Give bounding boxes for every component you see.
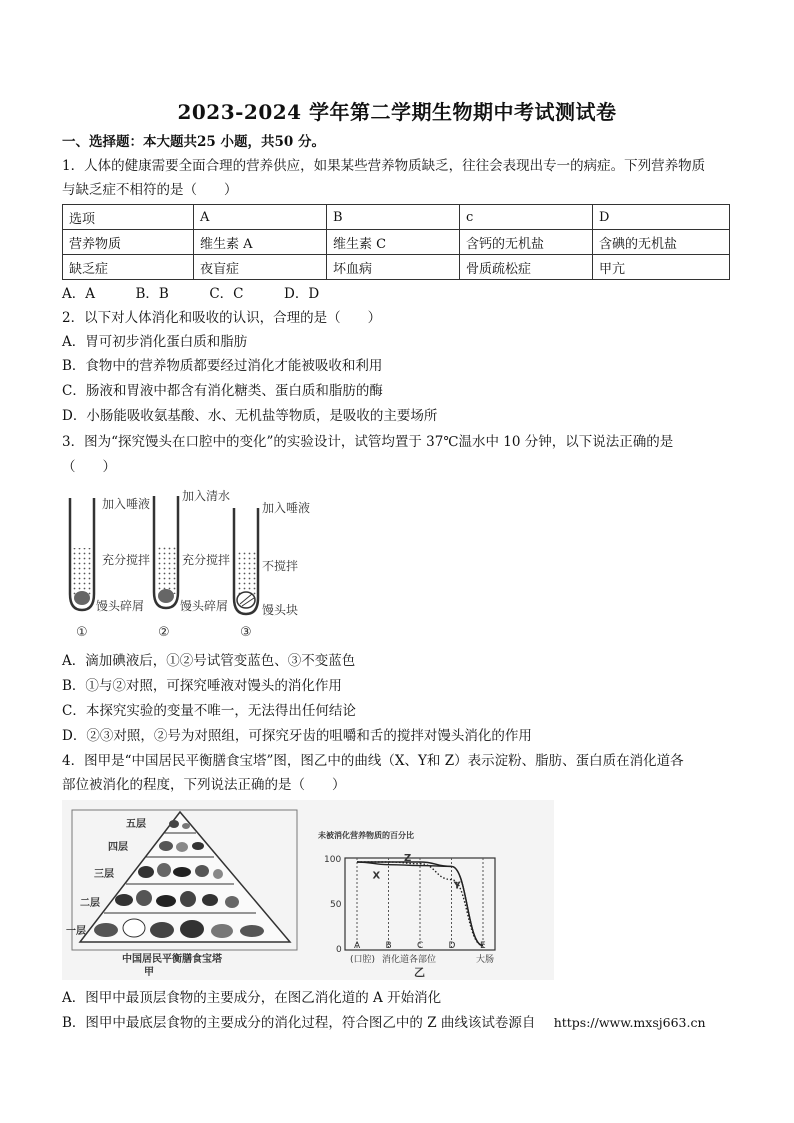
q4-option-a: A．图甲中最顶层食物的主要成分，在图乙消化道的 A 开始消化 xyxy=(62,990,442,1006)
table-cell: B xyxy=(327,205,460,230)
tube2-number: ② xyxy=(158,625,170,640)
y-tick-label: 0 xyxy=(336,945,342,955)
x-tick-label: C xyxy=(417,941,424,951)
table-cell: 缺乏症 xyxy=(63,255,194,280)
pyramid-caption: 中国居民平衡膳食宝塔 xyxy=(122,954,222,965)
q3-option-d: D．②③对照，②号为对照组，可探究牙齿的咀嚼和舌的搅拌对馒头消化的作用 xyxy=(62,728,532,744)
y-tick-label: 50 xyxy=(330,900,342,910)
table-cell: 含钙的无机盐 xyxy=(460,230,593,255)
x-sub-label: (口腔) xyxy=(350,955,376,965)
tube2-mid-label: 充分搅拌 xyxy=(182,553,231,567)
graph-figure-label: 乙 xyxy=(414,966,425,979)
tube2-bottom-label: 馒头碎屑 xyxy=(180,599,229,613)
test-tube-3 xyxy=(234,508,258,614)
table-cell: 坏血病 xyxy=(327,255,460,280)
table-cell: 含碘的无机盐 xyxy=(593,230,730,255)
q4-option-b-line xyxy=(62,1013,734,1033)
source-url[interactable]: https://www.mxsj663.cn xyxy=(553,1015,706,1030)
q2-option-d: D．小肠能吸收氨基酸、水、无机盐等物质，是吸收的主要场所 xyxy=(62,408,438,424)
table-cell: D xyxy=(593,205,730,230)
pyramid-level-4: 四层 xyxy=(108,842,128,853)
table-cell: 骨质疏松症 xyxy=(460,255,593,280)
q4-option-b: B．图甲中最底层食物的主要成分的消化过程，符合图乙中的 Z 曲线该试卷源自 xyxy=(62,1015,536,1031)
q1-table xyxy=(62,204,730,280)
test-tube-figure xyxy=(62,486,332,644)
q4-stem-line1: 4．图甲是“中国居民平衡膳食宝塔”图，图乙中的曲线（X、Y和 Z）表示淀粉、脂肪、蛋白质在消化道各 xyxy=(62,753,684,769)
q3-option-b: B．①与②对照，可探究唾液对馒头的消化作用 xyxy=(62,678,342,694)
q2-option-c: C．肠液和胃液中都含有消化糖类、蛋白质和脂肪的酶 xyxy=(62,383,383,399)
tube2-top-label: 加入清水 xyxy=(182,489,231,503)
table-cell: 维生素 C xyxy=(327,230,460,255)
x-tick-label: A xyxy=(354,941,361,951)
section-heading: 一、选择题：本大题共25 小题，共50 分。 xyxy=(62,134,325,150)
tube1-mid-label: 充分搅拌 xyxy=(102,553,151,567)
table-cell: 甲亢 xyxy=(593,255,730,280)
pyramid-level-1: 一层 xyxy=(66,926,86,937)
table-cell: A xyxy=(194,205,327,230)
table-row xyxy=(63,205,730,230)
curve-label-z: Z xyxy=(404,852,412,864)
q1-options: A．A B．B C．C D．D xyxy=(62,286,320,302)
x-sub-label: 大肠 xyxy=(476,955,495,965)
test-tube-2 xyxy=(154,496,178,608)
table-row xyxy=(63,230,730,255)
tube3-number: ③ xyxy=(240,625,252,640)
tube3-top-label: 加入唾液 xyxy=(262,501,311,515)
page-title: 2023-2024 学年第二学期生物期中考试测试卷 xyxy=(177,100,617,124)
q2-option-a: A．胃可初步消化蛋白质和脂肪 xyxy=(62,334,248,350)
pyramid-level-2: 二层 xyxy=(80,898,100,909)
pyramid-level-3: 三层 xyxy=(94,869,114,880)
tube1-top-label: 加入唾液 xyxy=(102,497,151,511)
table-row xyxy=(63,255,730,280)
q1-stem-line1: 1．人体的健康需要全面合理的营养供应，如果某些营养物质缺乏，往往会表现出专一的病症。下列营养物质 xyxy=(62,158,706,174)
tube1-bottom-label: 馒头碎屑 xyxy=(96,599,145,613)
x-tick-label: D xyxy=(448,941,456,951)
table-cell: 夜盲症 xyxy=(194,255,327,280)
q3-stem-line2: （ ） xyxy=(62,459,116,475)
q4-figure xyxy=(62,800,554,980)
y-tick-label: 100 xyxy=(324,855,342,865)
pyramid-level-5: 五层 xyxy=(126,819,146,830)
test-tube-1 xyxy=(70,498,94,610)
bread-crumbs xyxy=(74,591,90,605)
table-cell: c xyxy=(460,205,593,230)
curve-label-y: Y xyxy=(453,880,461,892)
curve-label-x: X xyxy=(372,870,381,882)
q2-option-b: B．食物中的营养物质都要经过消化才能被吸收和利用 xyxy=(62,358,383,374)
tube3-mid-label: 不搅拌 xyxy=(262,559,299,573)
graph-y-label-text: 未被消化营养物质的百分比 xyxy=(318,831,414,840)
table-cell: 维生素 A xyxy=(194,230,327,255)
tube3-bottom-label: 馒头块 xyxy=(262,603,299,617)
graph-y-label xyxy=(318,830,414,840)
q1-stem-line2: 与缺乏症不相符的是（ ） xyxy=(62,182,238,198)
x-tick-label: B xyxy=(385,941,392,951)
q3-option-c: C．本探究实验的变量不唯一，无法得出任何结论 xyxy=(62,703,356,719)
q3-option-a: A．滴加碘液后，①②号试管变蓝色、③不变蓝色 xyxy=(62,653,356,669)
table-cell: 营养物质 xyxy=(63,230,194,255)
x-tick-label: E xyxy=(480,941,486,951)
tube1-number: ① xyxy=(76,625,88,640)
table-cell: 选项 xyxy=(63,205,194,230)
q2-stem: 2．以下对人体消化和吸收的认识，合理的是（ ） xyxy=(62,310,382,326)
q4-stem-line2: 部位被消化的程度，下列说法正确的是（ ） xyxy=(62,777,346,793)
q3-stem-line1: 3．图为“探究馒头在口腔中的变化”的实验设计，试管均置于 37℃温水中 10 分钟，以下说法正确的是 xyxy=(62,434,674,450)
pyramid-figure-label: 甲 xyxy=(144,967,154,978)
x-axis-label: 消化道各部位 xyxy=(382,955,437,965)
bread-crumbs xyxy=(158,589,174,603)
